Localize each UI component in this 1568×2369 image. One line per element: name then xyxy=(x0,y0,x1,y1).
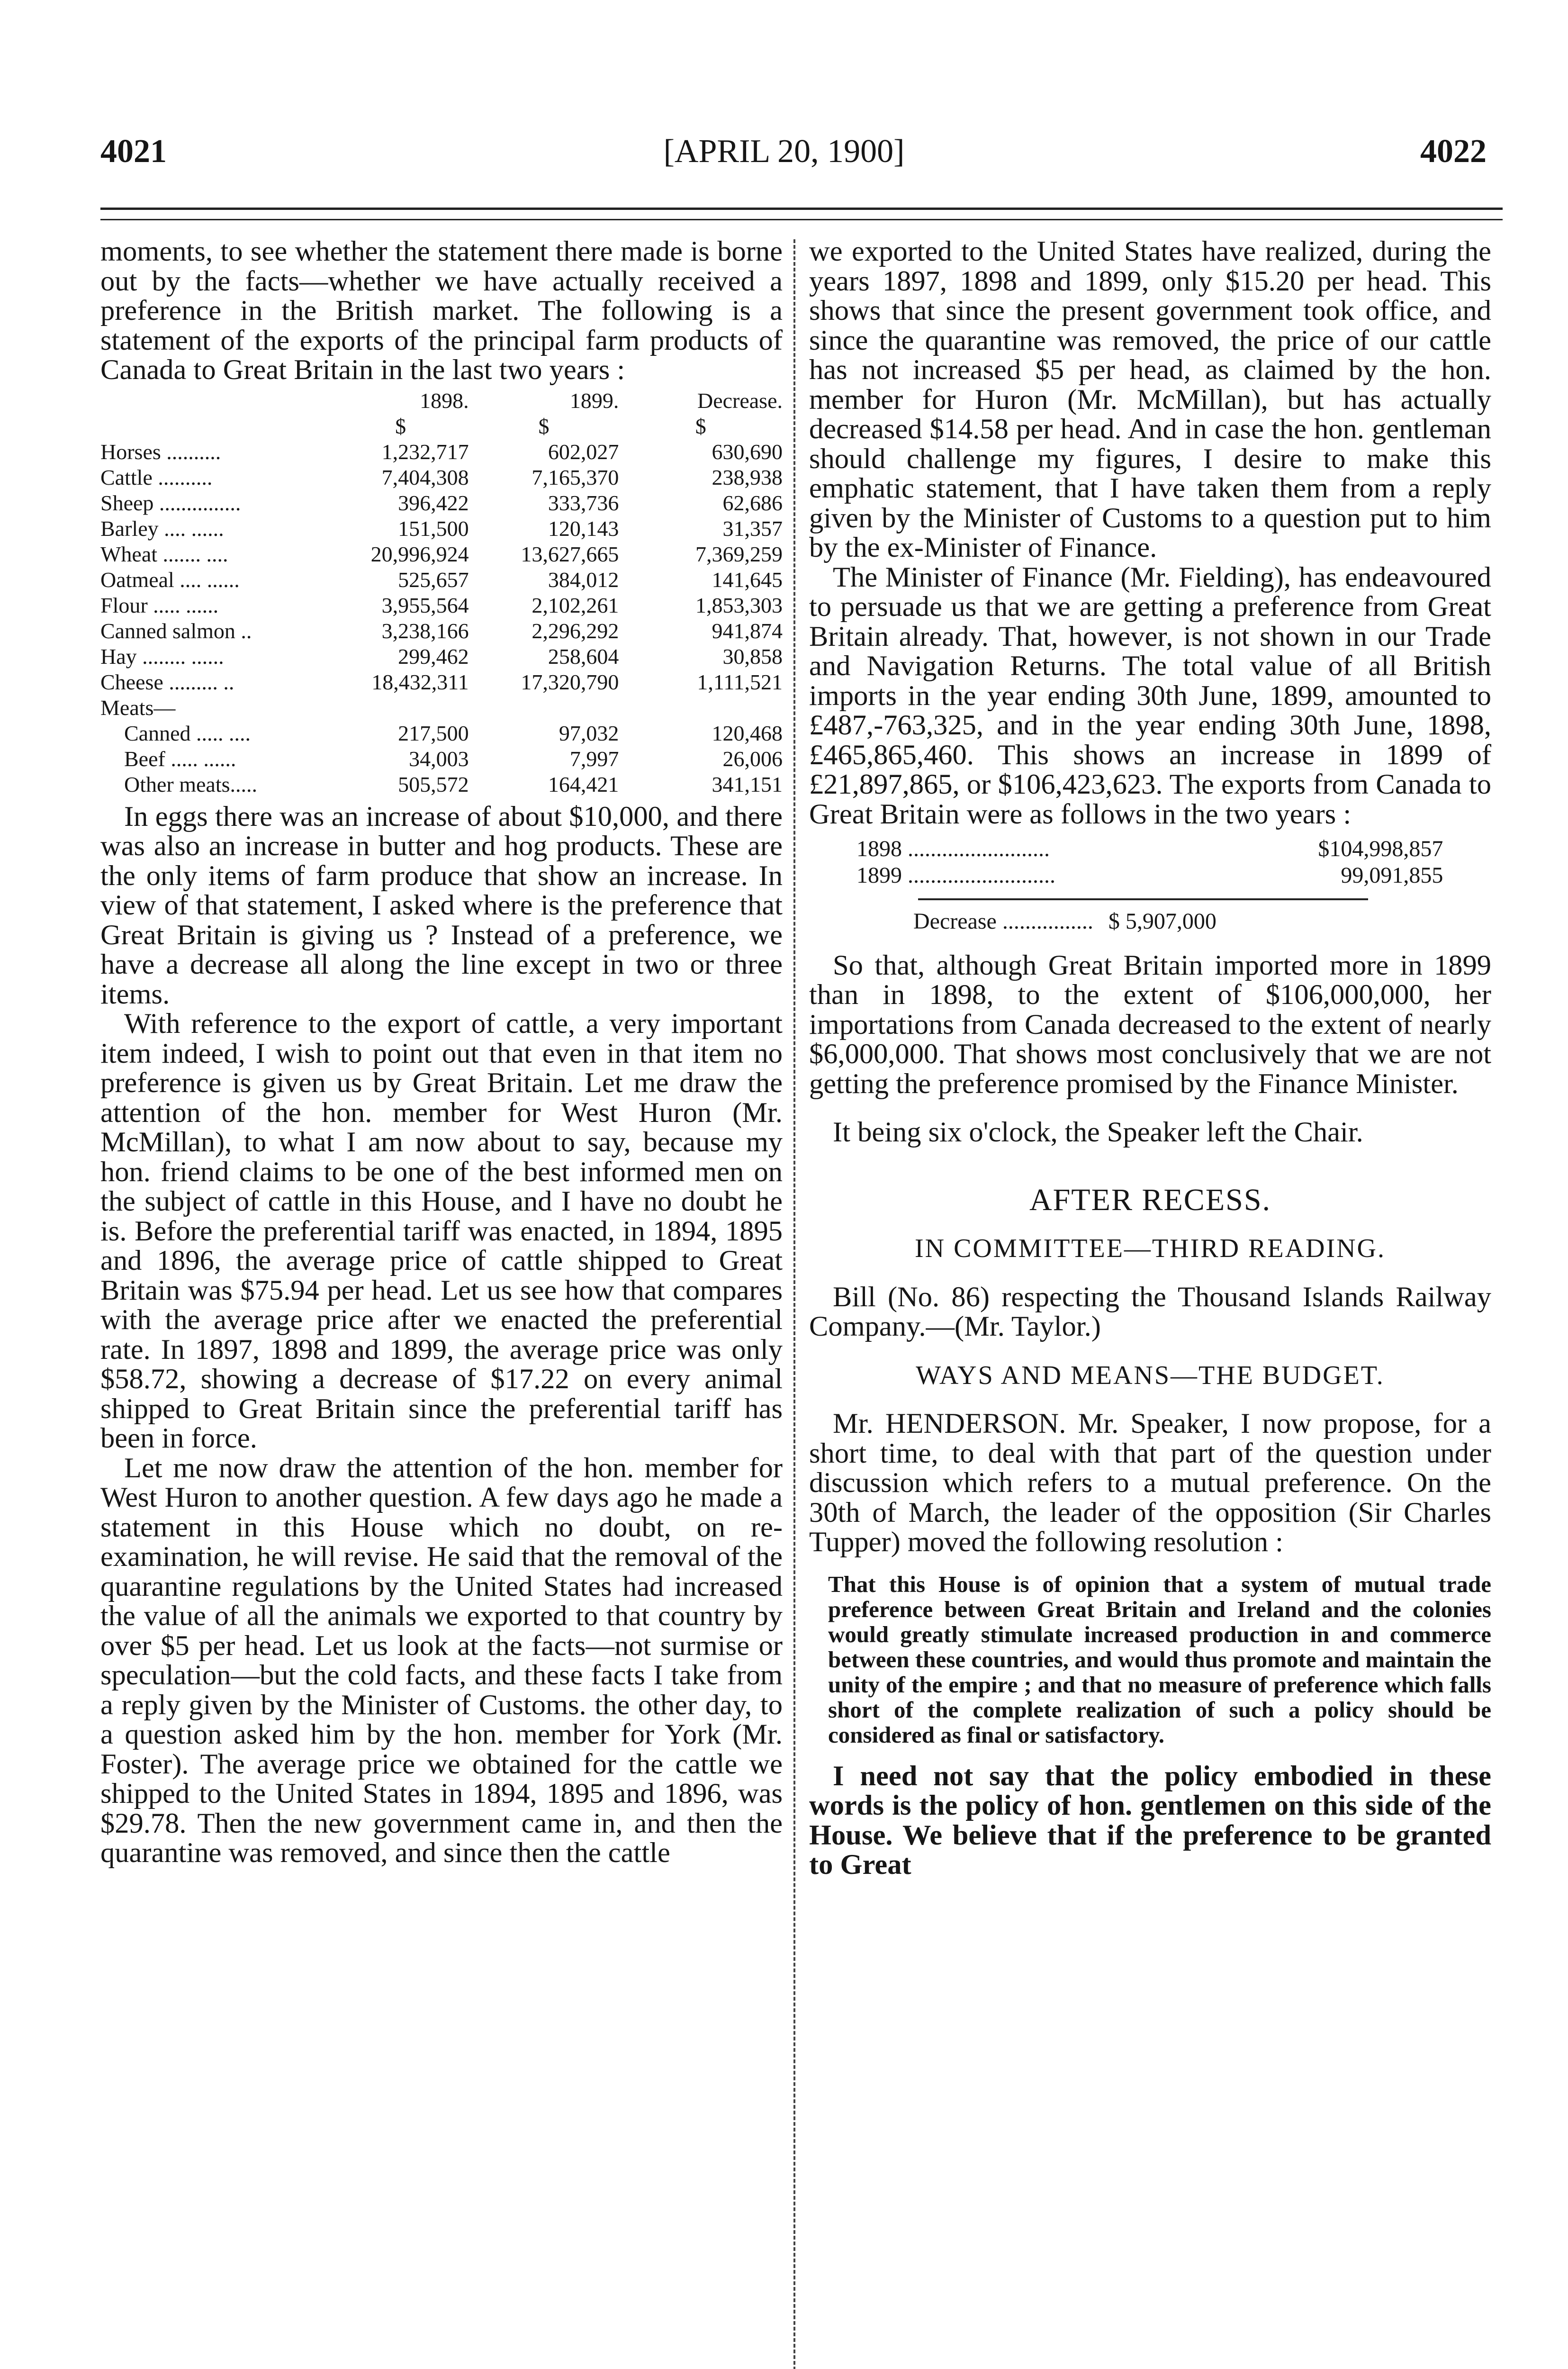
page-number-right: 4022 xyxy=(1420,133,1487,170)
value-decrease: 120,468 xyxy=(712,721,783,745)
value-1899 xyxy=(469,695,619,721)
value-decrease: 62,686 xyxy=(722,490,783,515)
value-decrease: 26,006 xyxy=(722,746,783,771)
table-unit: $ xyxy=(538,414,550,438)
table-row xyxy=(100,490,783,516)
table-row xyxy=(100,695,783,721)
right-paragraph-1: we exported to the United States have realized, during the years 1897, 1898 and 1899, only $15.20 per head. This shows that since the present government took office, and since the quarantine was removed, the price of our cattle has not increased $5 per head, as claimed by the hon. member for Huron (Mr. McMillan), but has actually decreased $14.58 per head. And in case the hon. gentleman should challenge my figures, I desire to make this emphatic statement, that I have taken them from a reply given by the Minister of Customs to a question put to him by the ex-Minister of Finance. xyxy=(809,235,1491,563)
left-paragraph-1: moments, to see whether the statement there made is borne out by the facts—whether we have actually received a preference in the British market. The following is a statement of the exports of the principal farm products of Canada to Great Britain in the last two years : xyxy=(100,235,783,386)
table-row xyxy=(100,746,783,772)
value-1899: 384,012 xyxy=(548,567,619,592)
row-label: Canned salmon .. xyxy=(100,618,252,643)
value-decrease: 630,690 xyxy=(712,439,783,464)
row-label: Meats— xyxy=(100,695,176,720)
resolution-quote: That this House is of opinion that a system of mutual trade preference between Great Britain and Ireland and the colonies would greatly stimulate increased production in and commerce between these countries, and would thus promote and maintain the unity of the empire ; and that no measure of preference which falls short of the complete realization of such a policy should be considered as final or satisfactory. xyxy=(828,1571,1491,1748)
exports-table xyxy=(100,388,783,797)
value-1899: 97,032 xyxy=(559,721,619,745)
value-1898: 1,232,717 xyxy=(381,439,469,464)
decrease-label: Decrease ................ xyxy=(913,909,1093,934)
table-header: 1898. xyxy=(420,388,469,413)
table-row xyxy=(100,593,783,618)
right-paragraph-2: The Minister of Finance (Mr. Fielding), has endeavoured to persuade us that we are getting a preference from Great Britain already. That, however, is not shown in our Trade and Navigation Returns. The total value of all British imports in the year ending 30th June, 1899, amounted to £487,-763,325, and in the year ending 30th June, 1898, £465,865,460. This shows an increase in 1899 of £21,897,865, or $106,423,623. The exports from Canada to Great Britain were as follows in the two years : xyxy=(809,561,1491,830)
row-label: Hay ........ ...... xyxy=(100,644,224,669)
table-row xyxy=(100,772,783,797)
right-paragraph-7: I need not say that the policy embodied in these words is the policy of hon. gentlemen on this side of the House. We believe that if the preference to be granted to Great xyxy=(809,1760,1491,1881)
table-row xyxy=(100,644,783,669)
value-1899: 164,421 xyxy=(548,772,619,796)
header-rule-bottom xyxy=(100,219,1503,220)
right-paragraph-6: Mr. HENDERSON. Mr. Speaker, I now propose, for a short time, to deal with that part of the question under discussion which refers to a mutual preference. On the 30th of March, the leader of the opposition (Sir Charles Tupper) moved the following resolution : xyxy=(809,1408,1491,1558)
row-label: Cheese ......... .. xyxy=(100,669,234,694)
section-heading-after-recess: AFTER RECESS. xyxy=(1029,1182,1271,1217)
value-1899: 13,627,665 xyxy=(521,542,619,566)
table-header: 1899. xyxy=(569,388,619,413)
row-label: Flour ..... ...... xyxy=(100,593,219,617)
table-row xyxy=(100,567,783,593)
value-decrease: 238,938 xyxy=(712,465,783,489)
value-1898: 7,404,308 xyxy=(381,465,469,489)
column-divider xyxy=(793,239,795,2369)
value-1899: 2,102,261 xyxy=(532,593,619,617)
export-value: 99,091,855 xyxy=(1341,863,1443,888)
export-year: 1899 .......................... xyxy=(856,863,1055,888)
table-header: Decrease. xyxy=(697,388,783,413)
section-heading-budget: WAYS AND MEANS—THE BUDGET. xyxy=(916,1360,1385,1390)
row-label: Other meats..... xyxy=(124,772,258,796)
value-1898: 505,572 xyxy=(398,772,469,796)
row-label: Horses .......... xyxy=(100,439,221,464)
table-row xyxy=(856,862,1443,889)
left-paragraph-2: In eggs there was an increase of about $10,000, and there was also an increase in butter and hog products. These are the only items of farm produce that show an increase. In view of that statement, I asked where is the preference that Great Britain is giving us ? Instead of a preference, we have a decrease all along the line except in two or three items. xyxy=(100,800,783,1010)
table-row xyxy=(100,542,783,567)
value-1898: 3,955,564 xyxy=(381,593,469,617)
value-1899: 120,143 xyxy=(548,516,619,541)
value-1898 xyxy=(333,695,469,721)
value-decrease: 7,369,259 xyxy=(695,542,783,566)
table-unit: $ xyxy=(395,414,406,438)
left-column xyxy=(100,237,783,1868)
section-heading-committee: IN COMMITTEE—THIRD READING. xyxy=(914,1234,1386,1263)
value-1898: 217,500 xyxy=(398,721,469,745)
table-row xyxy=(856,836,1443,862)
row-label: Wheat ....... .... xyxy=(100,542,228,566)
right-paragraph-5: Bill (No. 86) respecting the Thousand Islands Railway Company.—(Mr. Taylor.) xyxy=(809,1281,1491,1342)
right-paragraph-3: So that, although Great Britain imported more in 1899 than in 1898, to the extent of $106,000,000, her importations from Canada decreased to the extent of nearly $6,000,000. That shows most conclusively that we are not getting the preference promised by the Finance Minister. xyxy=(809,949,1491,1100)
exports-table-body xyxy=(100,439,783,797)
value-decrease: 30,858 xyxy=(722,644,783,669)
header-rule-top xyxy=(100,208,1503,210)
export-value: $104,998,857 xyxy=(1318,836,1443,861)
value-1899: 333,736 xyxy=(548,490,619,515)
value-1899: 7,165,370 xyxy=(532,465,619,489)
value-decrease: 1,111,521 xyxy=(697,669,783,694)
table-unit: $ xyxy=(695,414,706,438)
table-row xyxy=(100,721,783,746)
table-unit xyxy=(100,414,333,439)
value-1898: 151,500 xyxy=(398,516,469,541)
row-label: Cattle .......... xyxy=(100,465,213,489)
table-row xyxy=(100,618,783,644)
value-1898: 20,996,924 xyxy=(370,542,469,566)
table-row xyxy=(100,439,783,465)
value-decrease: 141,645 xyxy=(712,567,783,592)
value-1899: 2,296,292 xyxy=(532,618,619,643)
value-decrease: 941,874 xyxy=(712,618,783,643)
sum-rule xyxy=(918,898,1368,900)
canada-exports-table xyxy=(856,836,1443,889)
left-paragraph-3: With reference to the export of cattle, a very important item indeed, I wish to point out that even in that item no preference is given us by Great Britain. Let me draw the attention of the hon. member for West Huron (Mr. McMillan), to what I am now about to say, because my hon. friend claims to be one of the best informed men on the subject of cattle in this House, and I have no doubt he is. Before the preferential tariff was enacted, in 1894, 1895 and 1896, the average price of cattle shipped to Great Britain was $75.94 per head. Let us see how that compares with the average price after we enacted the preferential rate. In 1897, 1898 and 1899, the average price was only $58.72, showing a decrease of $17.22 on every animal shipped to Great Britain since the preferential tariff has been in force. xyxy=(100,1008,783,1454)
value-1898: 396,422 xyxy=(398,490,469,515)
value-decrease: 1,853,303 xyxy=(695,593,783,617)
value-1899: 258,604 xyxy=(548,644,619,669)
row-label: Beef ..... ...... xyxy=(124,746,236,771)
page-date: [APRIL 20, 1900] xyxy=(663,133,905,170)
export-year: 1898 ......................... xyxy=(856,836,1050,861)
value-1898: 299,462 xyxy=(398,644,469,669)
value-1898: 525,657 xyxy=(398,567,469,592)
table-row xyxy=(100,669,783,695)
value-decrease xyxy=(619,695,783,721)
row-label: Barley .... ...... xyxy=(100,516,224,541)
value-1898: 3,238,166 xyxy=(381,618,469,643)
row-label: Sheep ............... xyxy=(100,490,241,515)
value-1899: 7,997 xyxy=(569,746,619,771)
value-1898: 18,432,311 xyxy=(371,669,469,694)
value-1899: 602,027 xyxy=(548,439,619,464)
page-number-left: 4021 xyxy=(100,133,167,170)
value-1898: 34,003 xyxy=(409,746,469,771)
right-column xyxy=(809,237,1491,1880)
value-decrease: 341,151 xyxy=(712,772,783,796)
table-row xyxy=(100,516,783,542)
table-row xyxy=(100,465,783,490)
value-decrease: 31,357 xyxy=(722,516,783,541)
left-paragraph-4: Let me now draw the attention of the hon. member for West Huron to another question. A few days ago he made a statement in this House which no doubt, on re-examination, he will revise. He said that the removal of the quarantine regulations by the United States had increased the value of all the animals we exported to that country by over $5 per head. Let us look at the facts—not surmise or speculation—but the cold facts, and these facts I take from a reply given by the Minister of Customs. the other day, to a question asked him by the hon. member for York (Mr. Foster). The average price we obtained for the cattle we shipped to the United States in 1894, 1895 and 1896, was $29.78. Then the new government came in, and then the quarantine was removed, and since then the cattle xyxy=(100,1452,783,1869)
decrease-line xyxy=(913,907,1491,937)
row-label: Canned ..... .... xyxy=(124,721,251,745)
right-paragraph-4: It being six o'clock, the Speaker left the Chair. xyxy=(833,1116,1363,1148)
value-1899: 17,320,790 xyxy=(521,669,619,694)
row-label: Oatmeal .... ...... xyxy=(100,567,240,592)
decrease-value: $ 5,907,000 xyxy=(1108,909,1217,934)
table-header xyxy=(100,388,333,414)
